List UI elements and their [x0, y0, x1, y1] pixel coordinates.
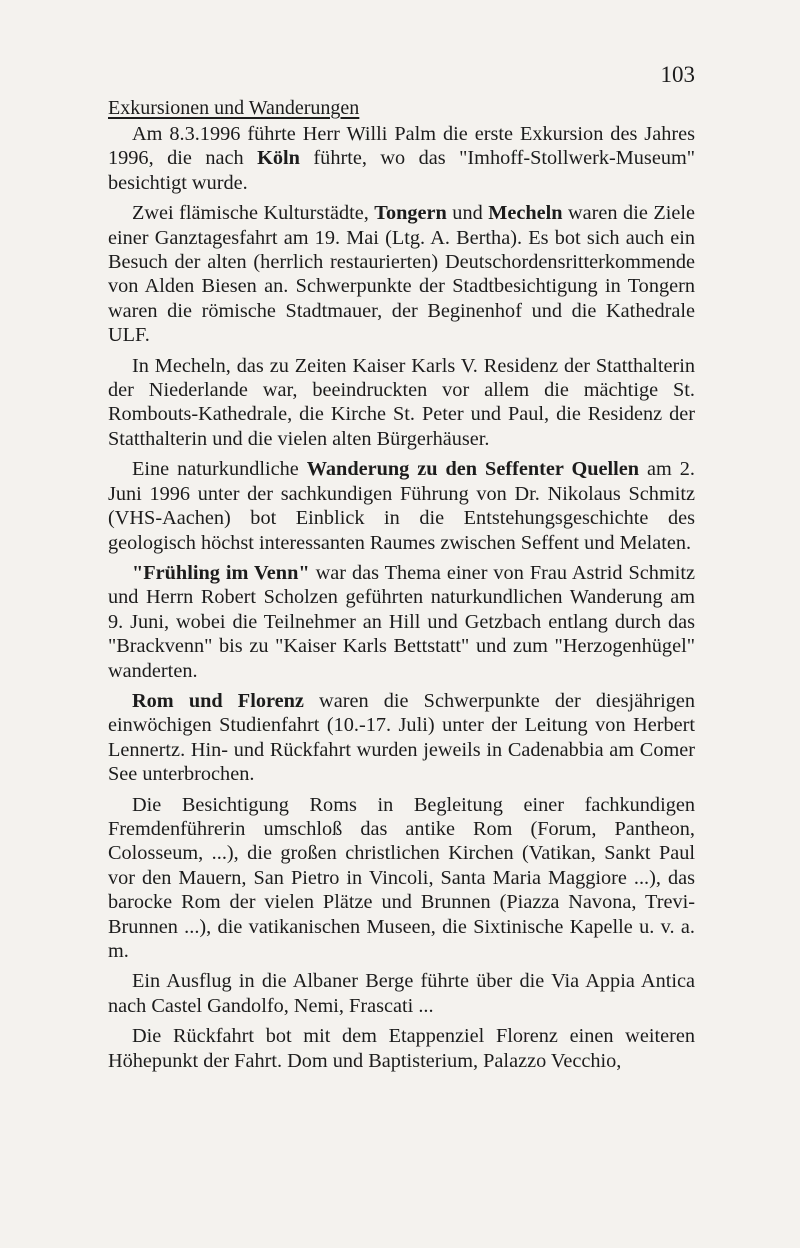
paragraph [108, 201, 695, 347]
bold-text-run: "Frühling im Venn" [132, 561, 310, 584]
text-run: In Mecheln, das zu Zeiten Kaiser Karls V. Residenz der Statthalterin der Niederlande war, beeindruckten vor allem die mächtige St. Rombouts-Kathedrale, die Kirche St. Peter und Paul, die Residenz der Statthalterin und die vielen alten Bürgerhäuser. [108, 354, 695, 450]
bold-text-run: Tongern [374, 202, 447, 225]
paragraph [108, 122, 695, 195]
text-run: Ein Ausflug in die Albaner Berge führte über die Via Appia Antica nach Castel Gandolfo, Nemi, Frascati ... [108, 970, 695, 1017]
paragraph [108, 1024, 695, 1073]
bold-text-run: Rom und Florenz [132, 689, 304, 712]
bold-text-run: Köln [257, 147, 300, 170]
text-run: am 2. Juni 1996 unter der sachkundigen Führung von Dr. Nikolaus Schmitz (VHS-Aachen) bot Einblick in die Entstehungsgeschichte des geologisch höchst interessanten Raumes zwischen Seffent und Melaten. [108, 458, 695, 554]
text-run: waren die Schwerpunkte der diesjährigen einwöchigen Studienfahrt (10.-17. Juli) unter der Leitung von Herbert Lennertz. Hin- und Rückfahrt wurden jeweils in Cadenabbia am Comer See unterbrochen. [108, 689, 695, 786]
bold-text-run: Wanderung zu den Seffenter Quellen [306, 458, 640, 481]
paragraph [108, 689, 695, 787]
text-run: Die Rückfahrt bot mit dem Etappenziel Florenz einen weiteren Höhepunkt der Fahrt. Dom und Baptisterium, Palazzo Vecchio, [108, 1025, 695, 1072]
paragraph [108, 561, 695, 683]
paragraph [108, 457, 695, 555]
text-run: waren die Ziele einer Ganztagesfahrt am 19. Mai (Ltg. A. Bertha). Es bot sich auch ein Besuch der alten (herrlich restaurierten) Deutschordensritterkommende von Alden Biesen an. Schwerpunkte der Stadtbesichtigung in Tongern waren die römische Stadtmauer, der Beginenhof und die Kathedrale ULF. [108, 202, 695, 347]
paragraph [108, 354, 695, 452]
text-run: war das Thema einer von Frau Astrid Schmitz und Herrn Robert Scholzen geführten naturkundlichen Wanderung am 9. Juni, wobei die Teilnehmer an Hill und Getzbach entlang durch das "Brackvenn" bis zu "Kaiser Karls Bettstatt" und zum "Herzogenhügel" wanderten. [108, 561, 695, 682]
page-number: 103 [660, 62, 695, 87]
text-run: Zwei flämische Kulturstädte, [132, 202, 375, 225]
bold-text-run: Mecheln [488, 202, 563, 225]
section-heading: Exkursionen und Wanderungen [108, 97, 360, 119]
text-run: Eine naturkundliche [132, 458, 307, 481]
text-run: und [446, 202, 489, 225]
paragraph [108, 793, 695, 964]
text-run: führte, wo das "Imhoff-Stollwerk-Museum" besichtigt wurde. [108, 147, 696, 194]
paragraph [108, 969, 695, 1018]
text-run: Die Besichtigung Roms in Begleitung einer fachkundigen Fremdenführerin umschloß das antike Rom (Forum, Pantheon, Colosseum, ...), die großen christlichen Kirchen (Vatikan, Sankt Paul vor den Mauern, San Pietro in Vincoli, Santa Maria Maggiore ...), das barocke Rom der vielen Plätze und Brunnen (Piazza Navona, Trevi-Brunnen ...), die vatikanischen Museen, die Sixtinische Kapelle u. v. a. m. [108, 793, 695, 962]
text-run: Am 8.3.1996 führte Herr Willi Palm die erste Exkursion des Jahres 1996, die nach [108, 123, 695, 170]
body-text [108, 122, 695, 1079]
